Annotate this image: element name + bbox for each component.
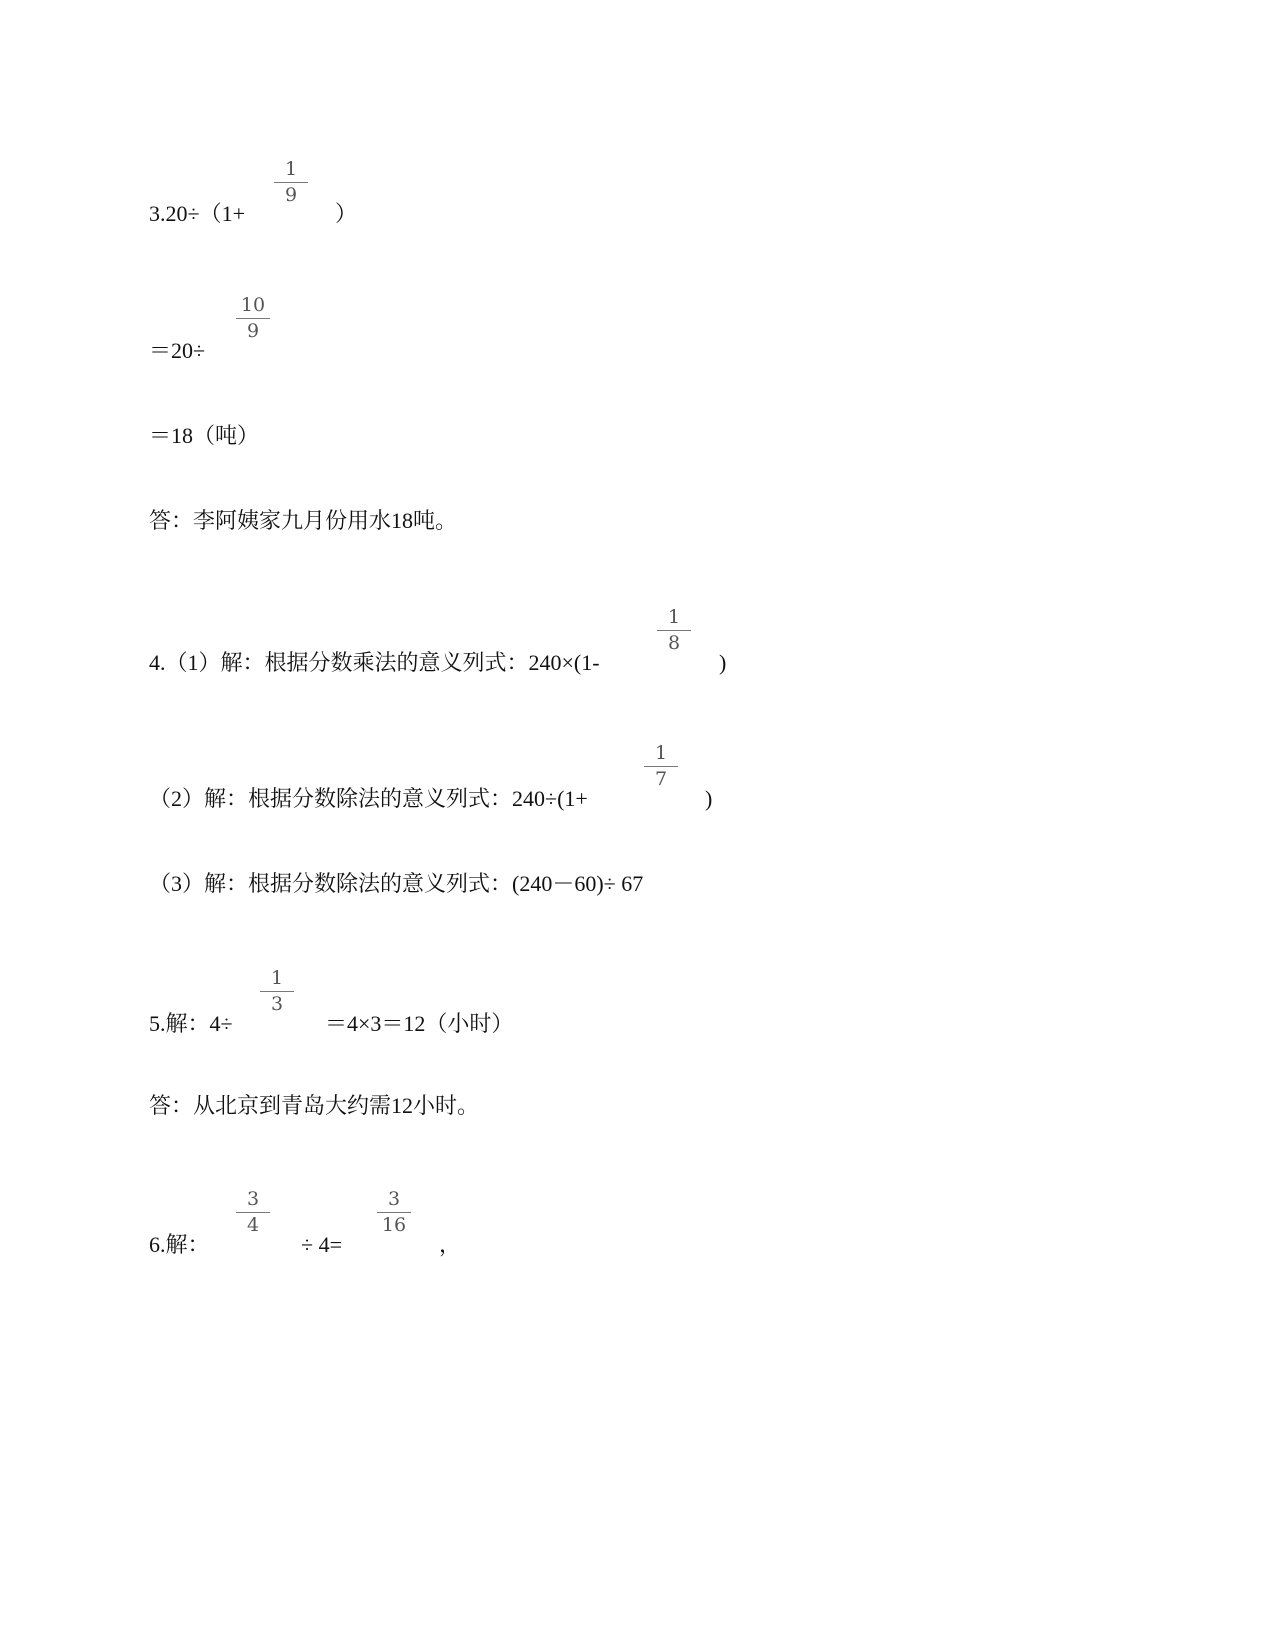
fraction-numerator: 3 (236, 1188, 270, 1213)
fraction-denominator: 8 (667, 632, 681, 654)
q3-line-1-suffix: ） (335, 201, 358, 226)
fraction-denominator: 9 (284, 184, 298, 206)
fraction-denominator: 3 (270, 993, 284, 1015)
q3-line-2-prefix: ＝20÷ (149, 338, 206, 363)
q4-fraction-1-8 (657, 606, 691, 654)
q6-prefix: 6.解： (149, 1232, 210, 1257)
q3-line-3: ＝18（吨） (149, 423, 260, 448)
fraction-numerator: 3 (377, 1188, 411, 1213)
q4-part-3: （3）解：根据分数除法的意义列式：(240－60)÷ 67 (149, 871, 644, 896)
q5-fraction-1-3 (260, 967, 294, 1015)
q4-part-1-prefix: 4.（1）解：根据分数乘法的意义列式：240×(1- (149, 650, 600, 675)
q6-fraction-3-16 (377, 1188, 411, 1236)
q5-line-1-prefix: 5.解：4÷ (149, 1011, 233, 1036)
fraction-numerator: 1 (274, 158, 308, 183)
fraction-numerator: 1 (657, 606, 691, 631)
q6-divide-by-4: ÷ 4= (301, 1232, 342, 1257)
q6-comma: ， (439, 1232, 462, 1257)
q4-fraction-1-7 (644, 742, 678, 790)
q5-line-1-suffix: ＝4×3＝12（小时） (325, 1011, 514, 1036)
q5-answer: 答：从北京到青岛大约需12小时。 (149, 1093, 480, 1118)
q4-part-1-suffix: ) (719, 650, 727, 675)
q6-fraction-3-4 (236, 1188, 270, 1236)
q3-fraction-1-9 (274, 158, 308, 206)
fraction-denominator: 4 (246, 1214, 260, 1236)
q3-line-1-prefix: 3.20÷（1+ (149, 201, 245, 226)
fraction-numerator: 10 (236, 294, 270, 319)
fraction-denominator: 7 (654, 768, 668, 790)
q3-answer: 答：李阿姨家九月份用水18吨。 (149, 508, 458, 533)
q4-part-2-suffix: ) (705, 786, 713, 811)
fraction-denominator: 16 (381, 1214, 407, 1236)
fraction-numerator: 1 (644, 742, 678, 767)
fraction-numerator: 1 (260, 967, 294, 992)
q3-fraction-10-9 (236, 294, 270, 342)
fraction-denominator: 9 (246, 320, 260, 342)
q4-part-2-prefix: （2）解：根据分数除法的意义列式：240÷(1+ (149, 786, 588, 811)
